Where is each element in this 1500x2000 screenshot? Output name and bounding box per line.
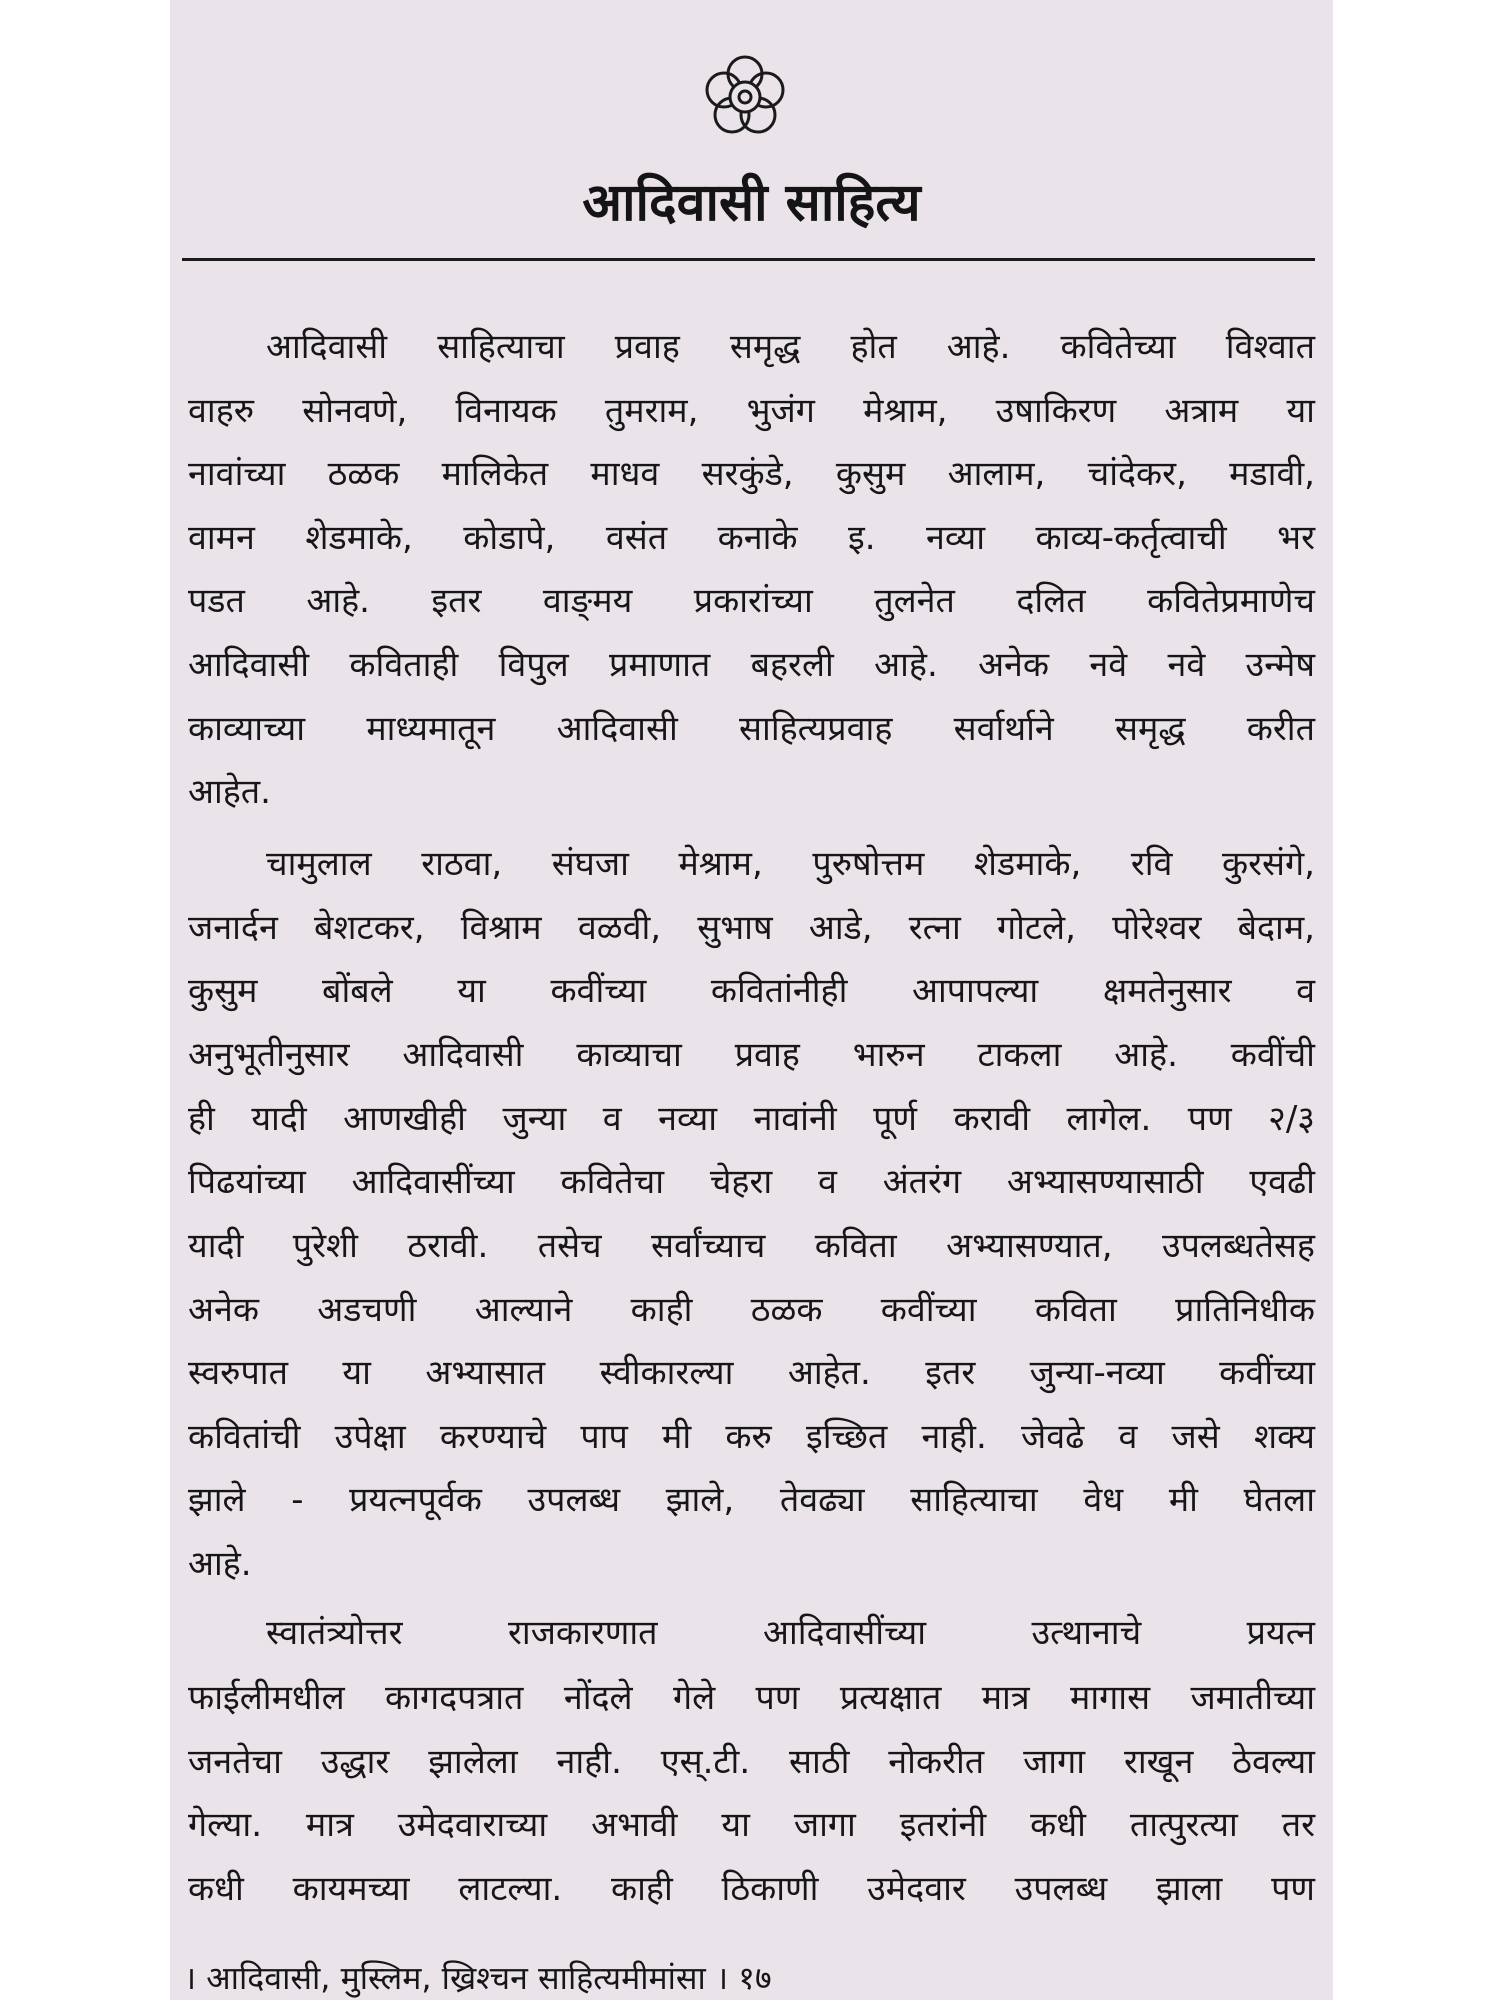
text-line: काव्याच्या माध्यमातून आदिवासी साहित्यप्रवाह सर्वार्थाने समृद्ध करीत: [188, 709, 1315, 749]
text-line: पिढयांच्या आदिवासींच्या कवितेचा चेहरा व अंतरंग अभ्यासण्यासाठी एवढी: [188, 1162, 1315, 1202]
text-line: जनार्दन बेशटकर, विश्राम वळवी, सुभाष आडे, रत्ना गोटले, पोरेश्वर बेदाम,: [188, 908, 1315, 948]
text-line: आदिवासी साहित्याचा प्रवाह समृद्ध होत आहे. कवितेच्या विश्वात: [266, 327, 1315, 367]
text-line: कवितांची उपेक्षा करण्याचे पाप मी करु इच्छित नाही. जेवढे व जसे शक्य: [188, 1417, 1315, 1457]
text-line: झाले - प्रयत्नपूर्वक उपलब्ध झाले, तेवढ्या साहित्याचा वेध मी घेतला: [188, 1480, 1315, 1520]
text-line: जनतेचा उद्धार झालेला नाही. एस्.टी. साठी नोकरीत जागा राखून ठेवल्या: [188, 1742, 1315, 1782]
text-line: गेल्या. मात्र उमेदवाराच्या अभावी या जागा इतरांनी कधी तात्पुरत्या तर: [188, 1805, 1315, 1845]
text-line: स्वरुपात या अभ्यासात स्वीकारल्या आहेत. इतर जुन्या-नव्या कवींच्या: [188, 1353, 1315, 1393]
text-line: पडत आहे. इतर वाङ्‌मय प्रकारांच्या तुलनेत दलित कवितेप्रमाणेच: [188, 581, 1315, 621]
text-line: फाईलीमधील कागदपत्रात नोंदले गेले पण प्रत्यक्षात मात्र मागास जमातीच्या: [188, 1678, 1315, 1718]
text-line: वामन शेडमाके, कोडापे, वसंत कनाके इ. नव्या काव्य-कर्तृत्वाची भर: [188, 518, 1315, 558]
book-page: [170, 0, 1333, 2000]
text-line: आहे.: [188, 1544, 252, 1584]
text-line: यादी पुरेशी ठरावी. तसेच सर्वांच्याच कविता अभ्यासण्यात, उपलब्धतेसह: [188, 1226, 1315, 1266]
text-line: नावांच्या ठळक मालिकेत माधव सरकुंडे, कुसुम आलाम, चांदेकर, मडावी,: [188, 454, 1315, 494]
text-line: चामुलाल राठवा, संघजा मेश्राम, पुरुषोत्तम शेडमाके, रवि कुरसंगे,: [266, 844, 1315, 884]
text-line: कुसुम बोंबले या कवींच्या कवितांनीही आपापल्या क्षमतेनुसार व: [188, 971, 1315, 1011]
text-line: अनुभूतीनुसार आदिवासी काव्याचा प्रवाह भारुन टाकला आहे. कवींची: [188, 1035, 1315, 1075]
text-line: कधी कायमच्या लाटल्या. काही ठिकाणी उमेदवार उपलब्ध झाला पण: [188, 1869, 1315, 1909]
page-title: आदिवासी साहित्य: [582, 173, 921, 233]
title-divider: [182, 258, 1315, 261]
flower-ornament-icon: [700, 52, 790, 142]
text-line: आदिवासी कविताही विपुल प्रमाणात बहरली आहे. अनेक नवे नवे उन्मेष: [188, 645, 1315, 685]
text-line: आहेत.: [188, 772, 271, 812]
text-line: वाहरु सोनवणे, विनायक तुमराम, भुजंग मेश्राम, उषाकिरण अत्राम या: [188, 391, 1315, 431]
text-line: स्वातंत्र्योत्तर राजकारणात आदिवासींच्या उत्थानाचे प्रयत्न: [266, 1613, 1315, 1653]
text-line: ही यादी आणखीही जुन्या व नव्या नावांनी पूर्ण करावी लागेल. पण २/३: [188, 1099, 1315, 1139]
page-footer: । आदिवासी, मुस्लिम, ख्रिश्चन साहित्यमीमांसा । १७: [184, 1959, 772, 1997]
text-line: अनेक अडचणी आल्याने काही ठळक कवींच्या कविता प्रातिनिधीक: [188, 1290, 1315, 1330]
